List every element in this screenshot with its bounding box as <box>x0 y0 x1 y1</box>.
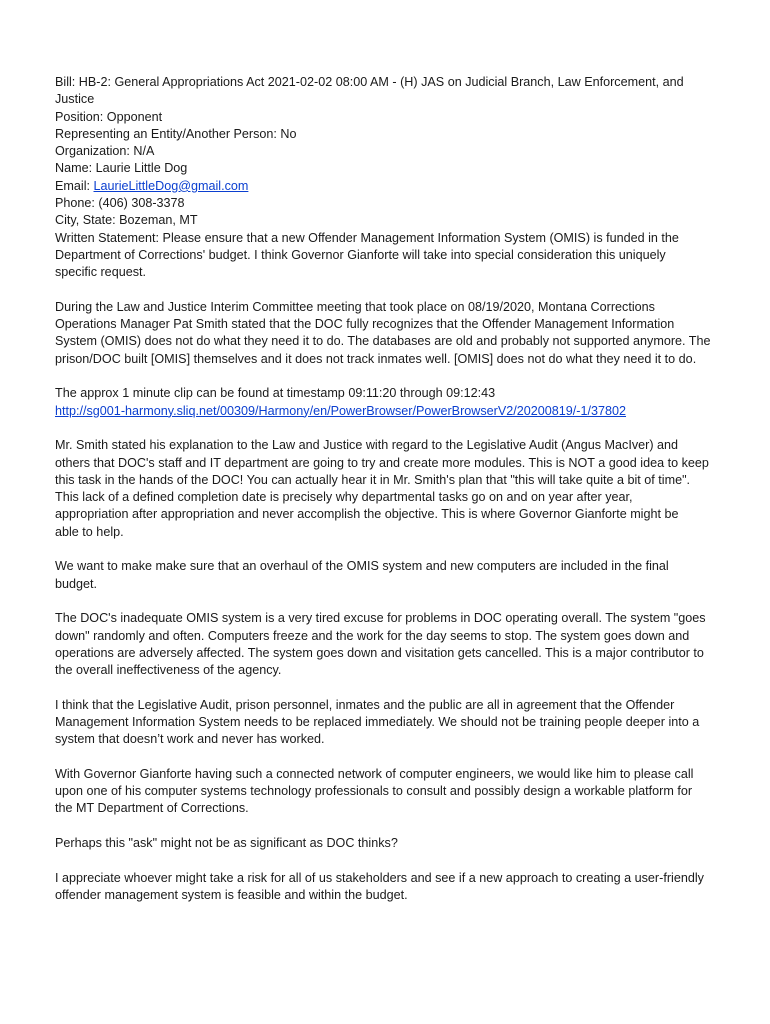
phone-line: Phone: (406) 308-3378 <box>55 196 185 211</box>
paragraph-line: the overall ineffectiveness of the agency. <box>55 663 282 678</box>
paragraph-line: Management Information System needs to be replaced immediately. We should not be training people deeper into a <box>55 714 700 729</box>
statement-line: Department of Corrections' budget. I think Governor Gianforte will take into special consideration this uniquely <box>55 247 666 262</box>
city-state-line: City, State: Bozeman, MT <box>55 213 198 228</box>
paragraph-line: I appreciate whoever might take a risk for all of us stakeholders and see if a new approach to creating a user-friendly <box>55 870 704 885</box>
paragraph-line: down" randomly and often. Computers freeze and the work for the day seems to stop. The system goes down and <box>55 628 690 643</box>
paragraph-agreement <box>55 697 722 749</box>
paragraph-committee-meeting <box>55 299 722 368</box>
paragraph-line: prison/DOC built [OMIS] themselves and it does not track inmates well. [OMIS] does not do what they need it to do. <box>55 351 697 366</box>
name-line: Name: Laurie Little Dog <box>55 161 188 176</box>
statement-line: Written Statement: Please ensure that a new Offender Management Information System (OMIS) is funded in the <box>55 230 679 245</box>
paragraph-line: budget. <box>55 576 98 591</box>
paragraph-line: This lack of a defined completion date is precisely why departmental tasks go on and on year after year, <box>55 490 633 505</box>
email-label: Email: <box>55 178 94 193</box>
paragraph-clip <box>55 385 722 420</box>
paragraph-line: Perhaps this "ask" might not be as significant as DOC thinks? <box>55 836 398 851</box>
paragraph-line: The DOC's inadequate OMIS system is a very tired excuse for problems in DOC operating overall. The system "goes <box>55 611 706 626</box>
statement-line: specific request. <box>55 265 146 280</box>
paragraph-line: Mr. Smith stated his explanation to the Law and Justice with regard to the Legislative Audit (Angus MacIver) and <box>55 438 679 453</box>
paragraph-line: Operations Manager Pat Smith stated that the DOC fully recognizes that the Offender Management Information <box>55 317 675 332</box>
paragraph-line: appropriation after appropriation and never accomplish the objective. This is where Governor Gianforte might be <box>55 507 679 522</box>
bill-line-continued: Justice <box>55 92 95 107</box>
paragraph-engineers <box>55 766 722 818</box>
paragraph-line: I think that the Legislative Audit, prison personnel, inmates and the public are all in agreement that the Offender <box>55 697 675 712</box>
paragraph-line: operations are adversely affected. The system goes down and visitation gets cancelled. This is a major contributor to <box>55 645 704 660</box>
paragraph-closing <box>55 870 722 905</box>
testimony-header <box>55 74 722 282</box>
email-line <box>55 178 722 195</box>
paragraph-ask <box>55 835 722 852</box>
paragraph-line: upon one of his computer systems technology professionals to consult and possibly design a workable platform for <box>55 784 693 799</box>
paragraph-line: With Governor Gianforte having such a connected network of computer engineers, we would like him to please call <box>55 766 694 781</box>
paragraph-overhaul <box>55 558 722 593</box>
paragraph-smith-explanation <box>55 437 722 541</box>
paragraph-line: this task in the hands of the DOC! You can actually hear it in Mr. Smith's plan that "this will take quite a bit of time". <box>55 472 691 487</box>
paragraph-line: the MT Department of Corrections. <box>55 801 249 816</box>
position-line: Position: Opponent <box>55 109 163 124</box>
paragraph-line: We want to make make sure that an overhaul of the OMIS system and new computers are included in the final <box>55 559 669 574</box>
clip-link-line <box>55 403 722 420</box>
clip-timestamp-line: The approx 1 minute clip can be found at timestamp 09:11:20 through 09:12:43 <box>55 386 496 401</box>
bill-line: Bill: HB-2: General Appropriations Act 2021-02-02 08:00 AM - (H) JAS on Judicial Branch, Law Enforcement, and <box>55 75 684 89</box>
paragraph-line: System (OMIS) does not do what they need it to do. The databases are old and probably not supported anymore. The <box>55 334 711 349</box>
paragraph-line: able to help. <box>55 524 124 539</box>
clip-link[interactable]: http://sg001-harmony.sliq.net/00309/Harmony/en/PowerBrowser/PowerBrowserV2/20200819/-1/37802 <box>55 403 627 418</box>
representing-line: Representing an Entity/Another Person: No <box>55 126 297 141</box>
organization-line: Organization: N/A <box>55 144 155 159</box>
paragraph-inadequate-system <box>55 610 722 679</box>
paragraph-line: others that DOC's staff and IT department are going to try and create more modules. This is NOT a good idea to keep <box>55 455 709 470</box>
paragraph-line: During the Law and Justice Interim Committee meeting that took place on 08/19/2020, Montana Corrections <box>55 299 655 314</box>
paragraph-line: offender management system is feasible and within the budget. <box>55 887 408 902</box>
email-link[interactable]: LaurieLittleDog@gmail.com <box>93 178 249 193</box>
paragraph-line: system that doesn’t work and never has worked. <box>55 732 325 747</box>
